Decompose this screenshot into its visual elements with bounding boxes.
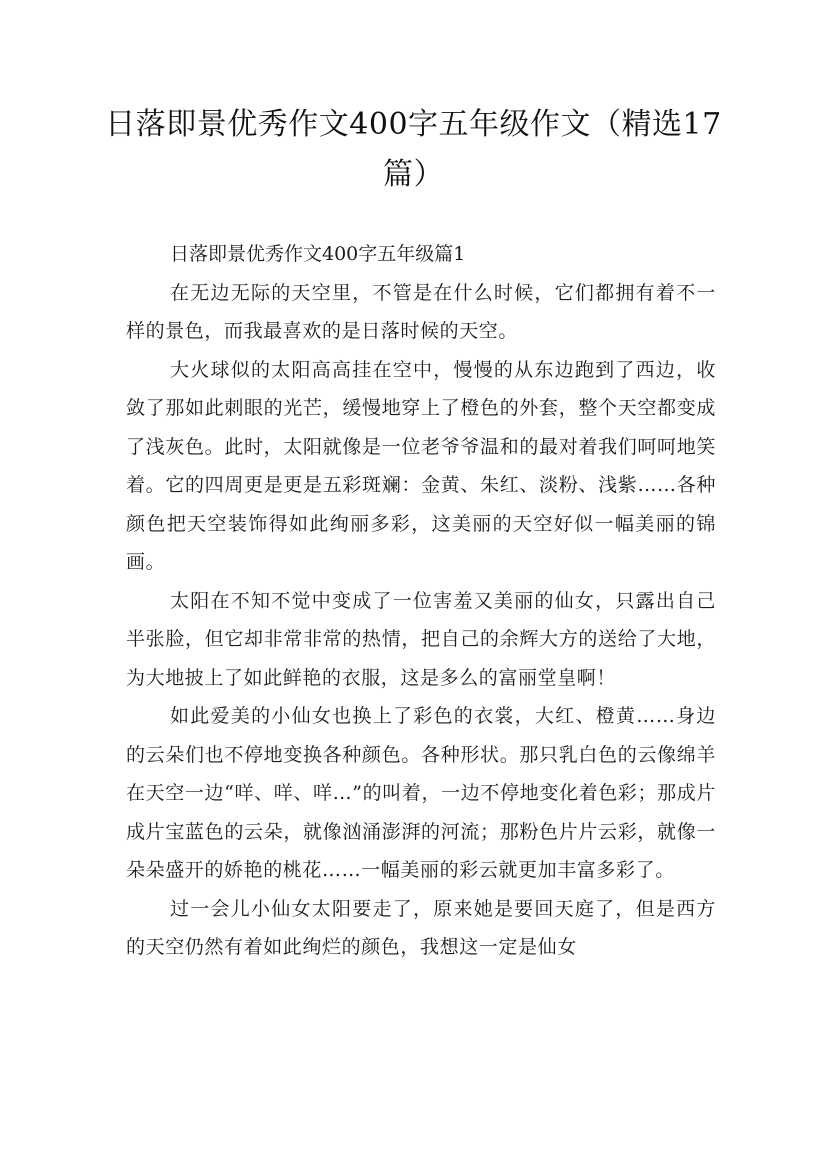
document-body	[126, 235, 716, 967]
document-title: 日落即景优秀作文400字五年级作文（精选17篇）	[105, 107, 722, 192]
paragraph-1: 在无边无际的天空里，不管是在什么时候，它们都拥有着不一样的景色，而我最喜欢的是日落时候的天空。	[126, 281, 716, 342]
paragraph-4: 如此爱美的小仙女也换上了彩色的衣裳，大红、橙黄……身边的云朵们也不停地变换各种颜色。各种形状。那只乳白色的云像绵羊在天空一边“咩、咩、咩…”的叫着，一边不停地变化着色彩；那成片成片宝蓝色的云朵，就像汹涌澎湃的河流；那粉色片片云彩，就像一朵朵盛开的娇艳的桃花……一幅美丽的彩云就更加丰富多彩了。	[126, 705, 716, 881]
paragraph-5: 过一会儿小仙女太阳要走了，原来她是要回天庭了，但是西方的天空仍然有着如此绚烂的颜色，我想这一定是仙女	[126, 897, 716, 958]
section-heading: 日落即景优秀作文400字五年级篇1	[170, 243, 466, 265]
paragraph-2: 大火球似的太阳高高挂在空中，慢慢的从东边跑到了西边，收敛了那如此刺眼的光芒，缓慢地穿上了橙色的外套，整个天空都变成了浅灰色。此时，太阳就像是一位老爷爷温和的最对着我们呵呵地笑着。它的四周更是更是五彩斑斓：金黄、朱红、淡粉、浅紫……各种颜色把天空装饰得如此绚丽多彩，这美丽的天空好似一幅美丽的锦画。	[126, 358, 716, 573]
paragraph-3: 太阳在不知不觉中变成了一位害羞又美丽的仙女，只露出自己半张脸，但它却非常非常的热情，把自己的余辉大方的送给了大地，为大地披上了如此鲜艳的衣服，这是多么的富丽堂皇啊！	[126, 589, 716, 689]
